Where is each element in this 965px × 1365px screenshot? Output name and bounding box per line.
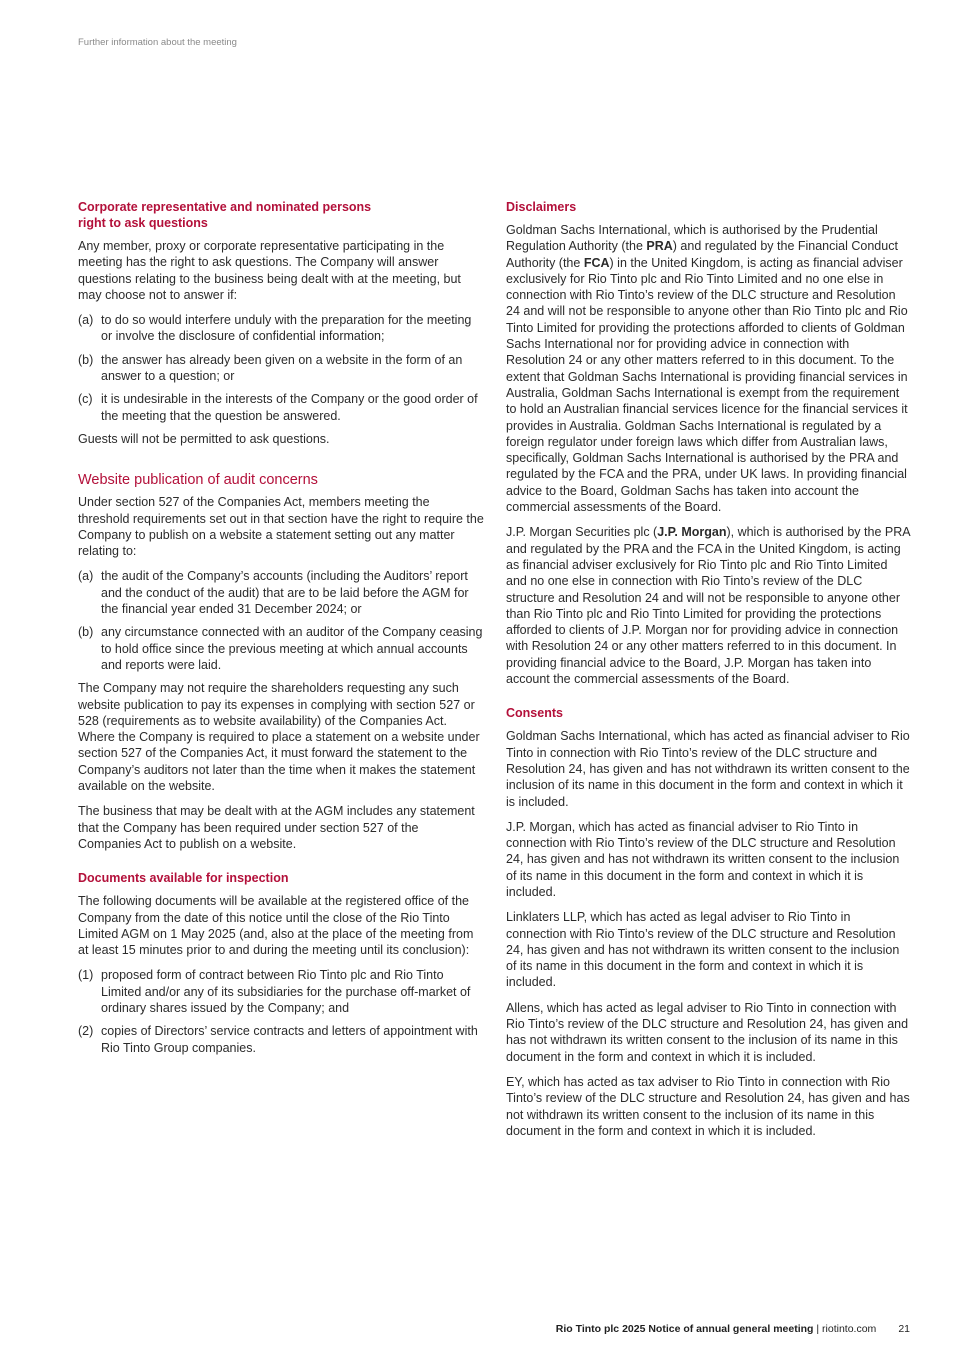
running-header: Further information about the meeting (78, 37, 237, 48)
list-marker: (1) (78, 968, 94, 983)
right-column (506, 199, 910, 1148)
list-marker: (b) (78, 625, 94, 640)
list-marker: (c) (78, 392, 93, 407)
list-item-text: proposed form of contract between Rio Tinto plc and Rio Tinto Limited and/or any of its subsidiaries for the purchase off-market of ordinary shares issued by the Company; and (101, 968, 471, 1015)
bold-term: PRA (646, 239, 673, 254)
paragraph-goldman-disclaimer (506, 222, 910, 515)
list-ask-questions (78, 312, 484, 424)
paragraph: The business that may be dealt with at the AGM includes any statement that the Company has been required under section 527 of the Companies Act to publish on a website. (78, 804, 475, 851)
list-item-text: to do so would interfere unduly with the preparation for the meeting or involve the disclosure of confidential information; (101, 313, 472, 344)
footer-separator: | (813, 1323, 823, 1335)
section-heading-disclaimers: Disclaimers (506, 200, 577, 214)
page-footer (556, 1323, 910, 1335)
section-heading-consents: Consents (506, 706, 563, 721)
paragraph: Under section 527 of the Companies Act, members meeting the threshold requirements set out in that section have the right to require the Company to publish on a website a statement setting out any matter relating to: (78, 495, 484, 559)
list-item-text: any circumstance connected with an auditor of the Company ceasing to hold office since the previous meeting at which annual accounts and reports were laid. (101, 625, 483, 672)
footer-document-title: Rio Tinto plc 2025 Notice of annual general meeting (555, 1323, 814, 1335)
paragraph: Linklaters LLP, which has acted as legal adviser to Rio Tinto in connection with Rio Tinto’s review of the DLC structure and Resolution 24, has given and has not withdrawn its written consent to the inclusion of its name in this document in the form and context in which it is included. (506, 910, 900, 990)
text-run: ) in the United Kingdom, is acting as financial adviser exclusively for Rio Tinto plc and Rio Tinto Limited and no one else in connection with Rio Tinto’s review of the DLC structure and Resolution 24 and will not be responsible to anyone other than Rio Tinto plc and Rio Tinto Limited for providing the protections afforded to clients of Goldman Sachs International nor for providing advice in connection with Resolution 24 or any other matters referred to in this document. To the extent that Goldman Sachs International is providing financial services in Australia, Goldman Sachs International is exempt from the requirement to hold an Australian financial services licence for the financial services it provides in Australia. Goldman Sachs International is regulated by a foreign regulator under foreign laws which differ from Australian laws, specifically, Goldman Sachs International is authorised by the PRA and regulated by the FCA and the PRA, under UK laws. In providing financial advice to the Board, Goldman Sachs has taken into account the commercial assessments of the Board. (506, 255, 908, 515)
section-heading-documents-inspection: Documents available for inspection (78, 871, 289, 886)
list-marker: (2) (78, 1024, 94, 1039)
paragraph: The following documents will be available at the registered office of the Company from the date of this notice until the close of the Rio Tinto Limited AGM on 1 May 2025 (and, also at the place of the meeting from at least 15 minutes prior to and during the meeting until its conclusion): (78, 894, 474, 958)
heading-line: right to ask questions (78, 216, 208, 230)
paragraph: EY, which has acted as tax adviser to Rio Tinto in connection with Rio Tinto’s review of the DLC structure and Resolution 24, has given and has not withdrawn its written consent to the inclusion of its name in this document in the form and context in which it is included. (506, 1074, 910, 1138)
paragraph: J.P. Morgan, which has acted as financial adviser to Rio Tinto in connection with Rio Tinto’s review of the DLC structure and Resolution 24, has given and has not withdrawn its written consent to the inclusion of its name in this document in the form and context in which it is included. (506, 819, 900, 899)
list-item (78, 1023, 484, 1056)
footer-website-link[interactable]: riotinto.com (822, 1323, 877, 1335)
paragraph: Guests will not be permitted to ask questions. (78, 431, 330, 446)
list-item (78, 391, 484, 424)
list-marker: (a) (78, 313, 94, 328)
text-run: Goldman Sachs International, which is authorised by the Prudential Regulation Authority (the (506, 223, 878, 254)
paragraph: Goldman Sachs International, which has acted as financial adviser to Rio Tinto in connection with Rio Tinto’s review of the DLC structure and Resolution 24, has given and has not withdrawn its written consent to the inclusion of its name in this document in the form and context in which it is included. (506, 729, 910, 809)
text-run: ), which is authorised by the PRA and regulated by the PRA and the FCA in the United Kingdom, is acting as financial adviser exclusively for Rio Tinto plc and Rio Tinto Limited and no one else in connection with Rio Tinto’s review of the DLC structure and Resolution 24 and will not be responsible to anyone other than Rio Tinto plc and Rio Tinto Limited for providing the protections afforded to clients of J.P. Morgan nor for providing advice in connection with Resolution 24 or any other matters referred to in this document. In providing financial advice to the Board, J.P. Morgan has taken into account the commercial assessments of the Board. (506, 525, 910, 687)
paragraph: Allens, which has acted as legal adviser to Rio Tinto in connection with Rio Tinto’s review of the DLC structure and Resolution 24, has given and has not withdrawn its written consent to the inclusion of its name in this document in the form and context in which it is included. (506, 1000, 909, 1064)
bold-term: J.P. Morgan (657, 525, 727, 540)
list-item (78, 624, 484, 673)
text-run: J.P. Morgan Securities plc ( (506, 525, 658, 540)
text-run: ) and regulated by the Financial Conduct Authority (the (506, 239, 898, 270)
list-marker: (b) (78, 352, 94, 367)
list-audit-concerns (78, 568, 484, 673)
list-item-text: it is undesirable in the interests of the Company or the good order of the meeting that the question be answered. (101, 392, 478, 423)
list-item-text: the audit of the Company’s accounts (including the Auditors’ report and the conduct of the audit) that are to be laid before the AGM for the financial year ended 31 December 2024; or (101, 569, 469, 617)
list-item-text: the answer has already been given on a website in the form of an answer to a question; or (101, 352, 463, 384)
list-item (78, 352, 484, 385)
list-item (78, 967, 484, 1016)
page-number: 21 (898, 1323, 910, 1335)
paragraph: The Company may not require the shareholders requesting any such website publication to pay its expenses in complying with section 527 or 528 (requirements as to website availability) of the Companies Act. Where the Company is required to place a statement on a website under section 527 of the Companies Act, it must forward the statement to the Company’s auditors not later than the time when it makes the statement available on the website. (78, 681, 480, 794)
paragraph: Any member, proxy or corporate representative participating in the meeting has the right to ask questions. The Company will answer questions relating to the business being dealt with at the meeting, but may choose not to answer if: (78, 239, 461, 302)
list-item-text: copies of Directors’ service contracts and letters of appointment with Rio Tinto Group companies. (101, 1024, 478, 1055)
section-heading-ask-questions (78, 199, 484, 231)
list-documents (78, 967, 484, 1055)
section-heading-audit-concerns: Website publication of audit concerns (78, 472, 318, 489)
paragraph-jpmorgan-disclaimer (506, 524, 910, 687)
list-item (78, 312, 484, 345)
list-marker: (a) (78, 569, 94, 584)
left-column (78, 199, 484, 1063)
bold-term: FCA (583, 255, 610, 270)
list-item (78, 568, 484, 617)
heading-line: Corporate representative and nominated persons (78, 200, 372, 214)
